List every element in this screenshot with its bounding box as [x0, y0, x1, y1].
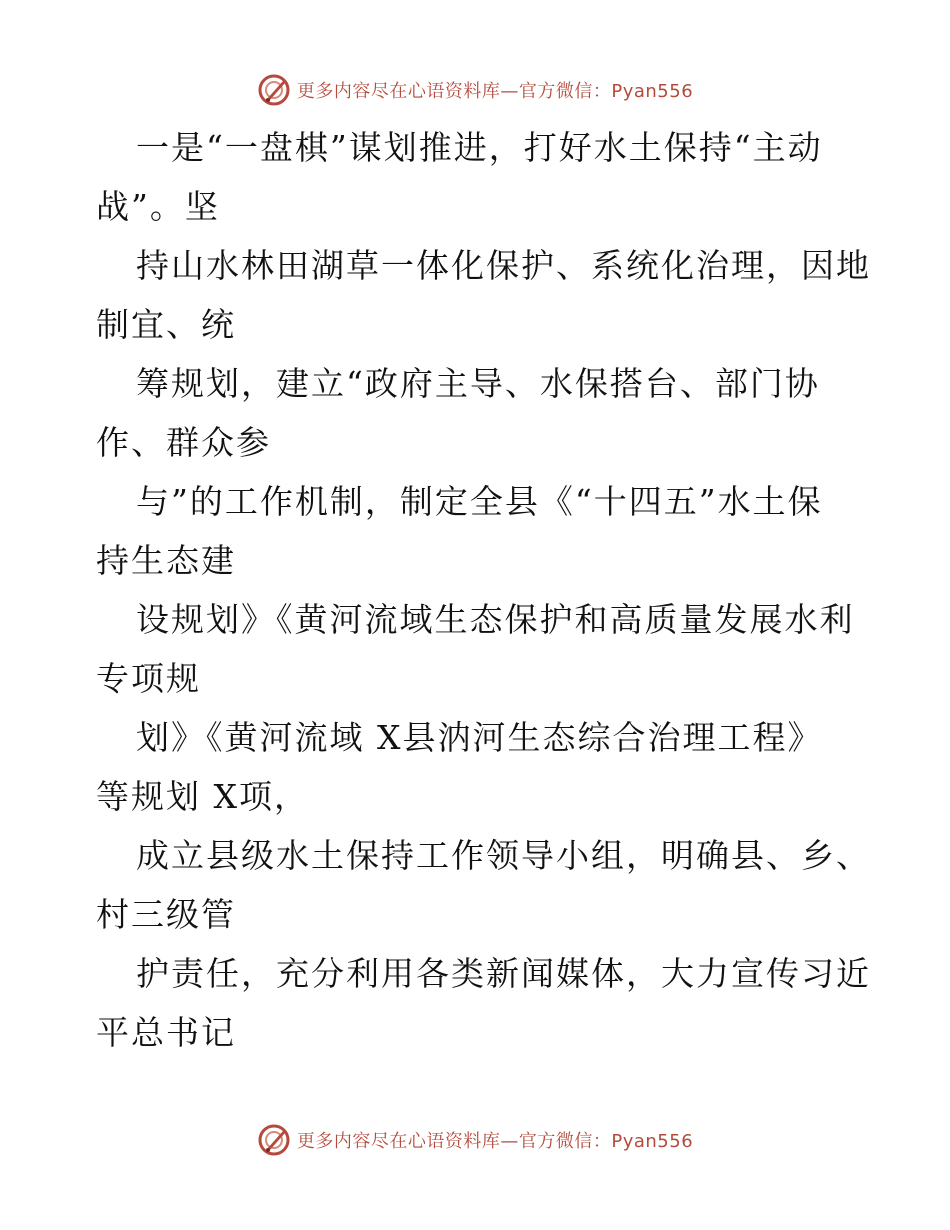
pen-logo-icon — [257, 73, 291, 107]
header-banner-text: 更多内容尽在心语资料库—官方微信：Pyan556 — [296, 81, 694, 102]
body-line: 成立县级水土保持工作领导小组，明确县、乡、 — [136, 836, 871, 875]
body-line: 持生态建 — [96, 541, 236, 580]
body-line: 一是“一盘棋”谋划推进，打好水土保持“主动 — [136, 128, 823, 167]
footer-banner — [0, 1120, 950, 1160]
body-line: 与”的工作机制，制定全县《“十四五”水土保 — [136, 482, 823, 521]
pen-logo-icon — [257, 1123, 291, 1157]
document-body — [96, 118, 871, 1062]
body-line: 护责任，充分利用各类新闻媒体，大力宣传习近 — [136, 954, 871, 993]
body-line: 战”。坚 — [96, 187, 220, 226]
body-line: 等规划 X项， — [96, 777, 309, 816]
footer-banner-text: 更多内容尽在心语资料库—官方微信：Pyan556 — [296, 1131, 694, 1152]
body-line: 制宜、统 — [96, 305, 236, 344]
body-line: 专项规 — [96, 659, 201, 698]
body-line: 作、群众参 — [96, 423, 271, 462]
header-banner — [0, 70, 950, 110]
body-line: 划》《黄河流域 X县汭河生态综合治理工程》 — [136, 718, 823, 757]
body-line: 设规划》《黄河流域生态保护和高质量发展水利 — [136, 600, 855, 639]
body-line: 持山水林田湖草一体化保护、系统化治理，因地 — [136, 246, 871, 285]
body-line: 村三级管 — [96, 895, 236, 934]
body-line: 平总书记 — [96, 1013, 236, 1052]
body-line: 筹规划，建立“政府主导、水保搭台、部门协 — [136, 364, 820, 403]
